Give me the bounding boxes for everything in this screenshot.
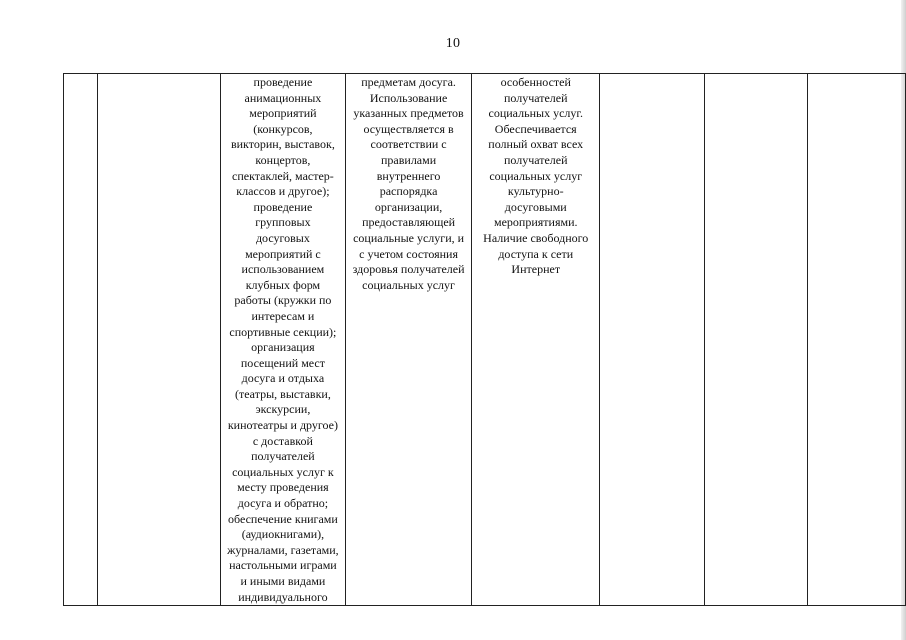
- table-cell-8: [807, 74, 905, 606]
- page-number: 10: [445, 36, 461, 51]
- table-row: [64, 74, 906, 606]
- quality-indicators-text: особенностей получателей социальных услуг. Обеспечивается полный охват всех получателей социальных услуг культурно- досуговыми мероприятиями. Наличие свободного доступа к сети Интернет: [483, 75, 589, 277]
- table-cell-2: [97, 74, 220, 606]
- table-cell-7: [705, 74, 808, 606]
- service-description-text: проведение анимационных мероприятий (конкурсов, викторин, выставок, концертов, спектаклей, мастер- классов и другое); проведение групповых досуговых мероприятий с использованием клубных форм работы (кружки по интересам и спортивные секции); организация посещений мест досуга и отдыха (театры, выставки, экскурсии, кинотеатры и другое) с доставкой получателей социальных услуг к месту проведения досуга и обратно; обеспечение книгами (аудиокнигами), журналами, газетами, настольными играми и иными видами индивидуального: [227, 75, 339, 604]
- table-cell-4: [345, 74, 472, 606]
- table-cell-5: [472, 74, 600, 606]
- table-cell-6: [600, 74, 705, 606]
- table-cell-1: [64, 74, 98, 606]
- table-cell-3: [221, 74, 346, 606]
- document-table: [63, 73, 906, 606]
- usage-conditions-text: предметам досуга. Использование указанных предметов осуществляется в соответствии с правилами внутреннего распорядка организации, предоставляющей социальные услуги, и с учетом состояния здоровья получателей социальных услуг: [352, 75, 465, 292]
